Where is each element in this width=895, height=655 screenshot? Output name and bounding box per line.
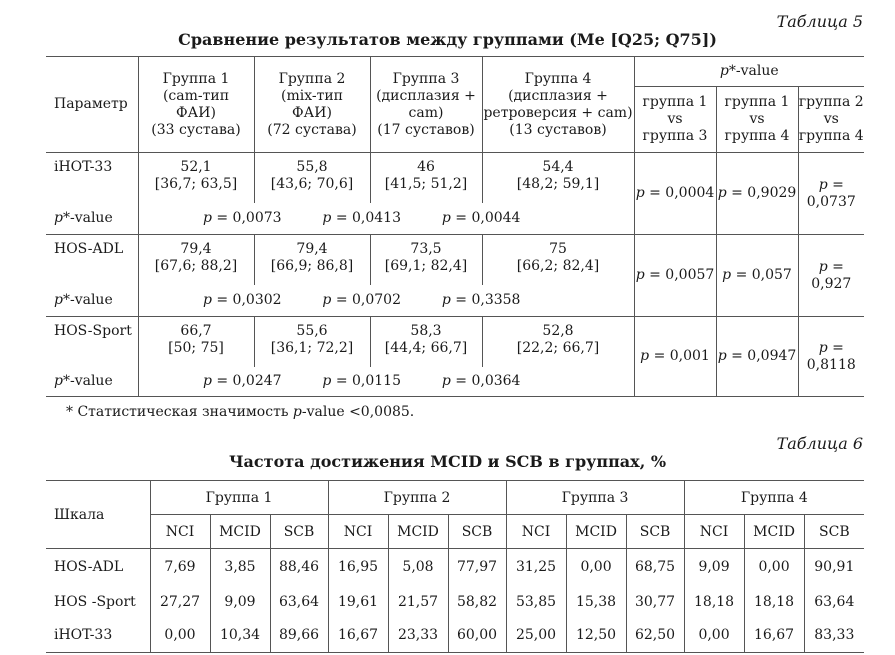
cell-value: 63,64 (270, 585, 328, 619)
header-group: Группа 3 (506, 481, 684, 515)
cell-value: 9,09 (684, 549, 744, 585)
header-group4 (482, 57, 634, 153)
pvalue-row-label: p*-value (54, 209, 113, 226)
header-g1-vs-g3-line: группа 1 (642, 94, 708, 110)
cell-value: 16,67 (744, 619, 804, 653)
pvalue-between-groups (138, 285, 634, 317)
header-g2-vs-g4-line: vs (823, 111, 839, 127)
table6-title: Частота достижения MCID и SCB в группах, % (228, 452, 667, 471)
cell-value: 52,1 [36,7; 63,5] (138, 153, 254, 203)
table-row (46, 585, 864, 619)
cell-value: 66,7 [50; 75] (138, 317, 254, 367)
row-name: HOS -Sport (54, 593, 136, 610)
header-group1-line: ФАИ) (176, 104, 216, 121)
header-sub: NCI (506, 515, 566, 549)
cell-value: 79,4 [67,6; 88,2] (138, 235, 254, 285)
pvalue-cell: p = 0,001 (634, 317, 716, 397)
pvalue-between-groups (138, 203, 634, 235)
cell-value: 0,00 (744, 549, 804, 585)
cell-value: 10,34 (210, 619, 270, 653)
cell-value: 25,00 (506, 619, 566, 653)
header-g1-vs-g4-line: vs (749, 111, 765, 127)
header-g1-vs-g3-line: группа 3 (642, 128, 708, 144)
header-pvalue-rest: *-value (728, 63, 779, 79)
header-pvalue-group (634, 57, 864, 87)
pvalue-cell: p = 0,0004 (634, 153, 716, 235)
header-g2-vs-g4-line: группа 4 (798, 128, 864, 144)
pvalue-between: p = 0,0044 (441, 209, 521, 226)
header-group3-line: Группа 3 (392, 70, 460, 87)
header-g1-vs-g4 (716, 87, 798, 153)
pvalue-between: p = 0,0247 (202, 372, 282, 389)
cell-value: 0,00 (684, 619, 744, 653)
pvalue-row-label: p*-value (54, 372, 113, 389)
header-group1-line: Группа 1 (162, 70, 230, 87)
header-sub: SCB (270, 515, 328, 549)
cell-value: 77,97 (448, 549, 506, 585)
row-name: HOS-ADL (54, 558, 124, 575)
pvalue-cell: p = 0,0057 (634, 235, 716, 317)
cell-value: 0,00 (150, 619, 210, 653)
pvalue-between: p = 0,3358 (441, 291, 521, 308)
header-sub: MCID (744, 515, 804, 549)
header-pvalue-p: p (719, 63, 729, 79)
cell-value: 63,64 (804, 585, 864, 619)
header-sub: MCID (388, 515, 448, 549)
cell-value: 55,8 [43,6; 70,6] (254, 153, 370, 203)
row-name-hos-sport: HOS-Sport (54, 323, 132, 339)
header-sub: SCB (804, 515, 864, 549)
cell-value: 31,25 (506, 549, 566, 585)
pvalue-between: p = 0,0302 (202, 291, 282, 308)
header-group2-line: Группа 2 (278, 70, 346, 87)
pvalue-between: p = 0,0364 (441, 372, 521, 389)
cell-value: 83,33 (804, 619, 864, 653)
header-g1-vs-g4-line: группа 4 (724, 128, 790, 144)
header-group1 (138, 57, 254, 153)
cell-value: 62,50 (626, 619, 684, 653)
header-group3-line: cam) (408, 104, 444, 121)
header-g1-vs-g4-line: группа 1 (724, 94, 790, 110)
header-group2-line: (72 сустава) (267, 121, 357, 138)
pvalue-between: p = 0,0073 (202, 209, 282, 226)
header-sub: NCI (328, 515, 388, 549)
cell-value: 60,00 (448, 619, 506, 653)
header-group3-line: (дисплазия + (376, 87, 476, 104)
row-name-hos-adl: HOS-ADL (54, 241, 124, 257)
header-sub: MCID (210, 515, 270, 549)
cell-value: 88,46 (270, 549, 328, 585)
header-group: Группа 2 (328, 481, 506, 515)
header-sub: NCI (684, 515, 744, 549)
header-g1-vs-g3 (634, 87, 716, 153)
cell-value: 15,38 (566, 585, 626, 619)
cell-value: 27,27 (150, 585, 210, 619)
header-group4-line: (13 суставов) (509, 121, 607, 138)
header-group: Группа 4 (684, 481, 864, 515)
header-sub: SCB (448, 515, 506, 549)
cell-value: 21,57 (388, 585, 448, 619)
header-group3 (370, 57, 482, 153)
header-group2-line: ФАИ) (292, 104, 332, 121)
row-name-ihot33: iHOT-33 (54, 159, 113, 175)
header-param: Параметр (46, 57, 138, 153)
pvalue-cell: p = 0,0947 (716, 317, 798, 397)
header-group: Группа 1 (150, 481, 328, 515)
cell-value: 53,85 (506, 585, 566, 619)
cell-value: 54,4 [48,2; 59,1] (482, 153, 634, 203)
pvalue-row-label: p*-value (54, 291, 113, 308)
cell-value: 55,6 [36,1; 72,2] (254, 317, 370, 367)
header-sub: SCB (626, 515, 684, 549)
cell-value: 18,18 (744, 585, 804, 619)
table6 (46, 480, 864, 653)
cell-value: 5,08 (388, 549, 448, 585)
header-group2 (254, 57, 370, 153)
cell-value: 58,3 [44,4; 66,7] (370, 317, 482, 367)
pvalue-between: p = 0,0413 (322, 209, 401, 226)
row-name: iHOT-33 (54, 627, 113, 644)
pvalue-cell: p = 0,0737 (798, 153, 864, 235)
header-group1-line: (cam-тип (162, 87, 230, 104)
cell-value: 23,33 (388, 619, 448, 653)
header-group4-line: Группа 4 (524, 70, 592, 87)
cell-value: 30,77 (626, 585, 684, 619)
header-scale: Шкала (46, 481, 150, 549)
cell-value: 46 [41,5; 51,2] (370, 153, 482, 203)
cell-value: 52,8 [22,2; 66,7] (482, 317, 634, 367)
header-group4-line: (дисплазия + (508, 87, 608, 104)
header-sub: MCID (566, 515, 626, 549)
cell-value: 7,69 (150, 549, 210, 585)
table5-label: Таблица 5 (776, 12, 863, 31)
header-sub: NCI (150, 515, 210, 549)
cell-value: 58,82 (448, 585, 506, 619)
table6-label: Таблица 6 (776, 434, 863, 453)
cell-value: 0,00 (566, 549, 626, 585)
cell-value: 75 [66,2; 82,4] (482, 235, 634, 285)
pvalue-cell: p = 0,8118 (798, 317, 864, 397)
header-group3-line: (17 суставов) (377, 121, 475, 138)
table-row (46, 619, 864, 653)
pvalue-cell: p = 0,927 (798, 235, 864, 317)
cell-value: 3,85 (210, 549, 270, 585)
pvalue-between: p = 0,0115 (322, 372, 401, 389)
pvalue-between-groups (138, 367, 634, 397)
table5 (46, 56, 864, 397)
cell-value: 18,18 (684, 585, 744, 619)
header-group2-line: (mix-тип (280, 87, 343, 104)
pvalue-cell: p = 0,057 (716, 235, 798, 317)
cell-value: 16,67 (328, 619, 388, 653)
header-group4-line: ретроверсия + cam) (483, 104, 633, 121)
header-g2-vs-g4-line: группа 2 (798, 94, 864, 110)
cell-value: 9,09 (210, 585, 270, 619)
table5-title: Сравнение результатов между группами (Me [Q25; Q75]) (178, 30, 717, 49)
cell-value: 16,95 (328, 549, 388, 585)
cell-value: 79,4 [66,9; 86,8] (254, 235, 370, 285)
table-row (46, 549, 864, 585)
pvalue-between: p = 0,0702 (322, 291, 401, 308)
cell-value: 19,61 (328, 585, 388, 619)
header-group1-line: (33 сустава) (151, 121, 241, 138)
cell-value: 89,66 (270, 619, 328, 653)
table5-footnote: * Статистическая значимость p-value <0,0085. (66, 404, 415, 420)
header-g1-vs-g3-line: vs (667, 111, 683, 127)
pvalue-cell: p = 0,9029 (716, 153, 798, 235)
cell-value: 73,5 [69,1; 82,4] (370, 235, 482, 285)
cell-value: 12,50 (566, 619, 626, 653)
cell-value: 68,75 (626, 549, 684, 585)
cell-value: 90,91 (804, 549, 864, 585)
header-g2-vs-g4 (798, 87, 864, 153)
